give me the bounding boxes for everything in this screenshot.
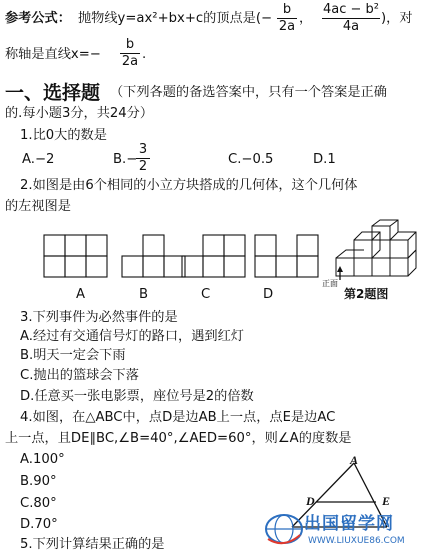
q3-option-d: D.任意买一张电影票，座位号是2的倍数	[20, 389, 254, 404]
watermark-url: WWW.LIUXUE86.COM	[308, 536, 405, 546]
q2-cube-figure	[328, 218, 423, 290]
q2-stem-2: 的左视图是	[5, 199, 71, 214]
q4-point-a: A	[350, 453, 359, 467]
q1-stem: 1.比0大的数是	[20, 128, 107, 143]
q3-option-a: A.经过有交通信号灯的路口，遇到红灯	[20, 329, 244, 344]
q2-figure-d	[255, 235, 325, 279]
q4-option-b: B.90°	[20, 474, 57, 489]
vertex-x-fraction: b 2a	[278, 2, 296, 34]
q4-stem-2: 上一点，且DE∥BC,∠B=40°,∠AED=60°，则∠A的度数是	[5, 431, 352, 446]
q2-label-d: D	[263, 287, 274, 302]
q4-option-d: D.70°	[20, 517, 58, 532]
formula-comma: ，	[299, 11, 313, 26]
formula-text: 抛物线y=ax²+bx+c的顶点是(−	[78, 11, 273, 26]
q1-option-c: C.−0.5	[228, 152, 274, 167]
q1-option-a: A.−2	[22, 152, 55, 167]
watermark-title: 出国留学网	[304, 514, 394, 534]
q2-figure-c	[182, 235, 252, 279]
q4-option-a: A.100°	[20, 452, 65, 467]
watermark-logo-icon	[262, 509, 304, 547]
section-intro-1: （下列各题的备选答案中，只有一个答案是正确	[110, 85, 387, 100]
q2-label-b: B	[139, 287, 149, 302]
q2-figure-a	[44, 235, 114, 279]
section-heading: 一、选择题	[5, 82, 101, 104]
q2-front-label: 正面	[322, 279, 338, 288]
formula-label: 参考公式：	[5, 11, 71, 26]
axis-text: 称轴是直线x=−	[5, 47, 101, 62]
q1-option-b: B.−	[113, 152, 138, 167]
q2-label-c: C	[201, 287, 211, 302]
vertex-y-fraction: 4ac − b² 4a	[322, 2, 379, 34]
q5-stem: 5.下列计算结果正确的是	[20, 537, 165, 552]
q2-caption: 第2题图	[344, 287, 389, 301]
q3-option-b: B.明天一定会下雨	[20, 348, 126, 363]
q2-stem-1: 2.如图是由6个相同的小立方块搭成的几何体，这个几何体	[20, 178, 358, 193]
q4-stem-1: 4.如图，在△ABC中，点D是边AB上一点，点E是边AC	[20, 410, 336, 425]
q1-option-b-fraction: 3 2	[136, 143, 150, 174]
section-intro-2: 的.每小题3分，共24分）	[5, 106, 154, 121]
q4-point-d: D	[306, 494, 315, 508]
axis-fraction: b 2a	[121, 37, 139, 69]
formula-close: )，对	[381, 11, 413, 26]
q3-option-c: C.抛出的篮球会下落	[20, 368, 139, 383]
q1-option-d: D.1	[313, 152, 336, 167]
q4-point-e: E	[382, 494, 391, 508]
q4-option-c: C.80°	[20, 496, 57, 511]
axis-end: .	[142, 47, 147, 62]
q2-label-a: A	[76, 287, 86, 302]
q3-stem: 3.下列事件为必然事件的是	[20, 310, 178, 325]
